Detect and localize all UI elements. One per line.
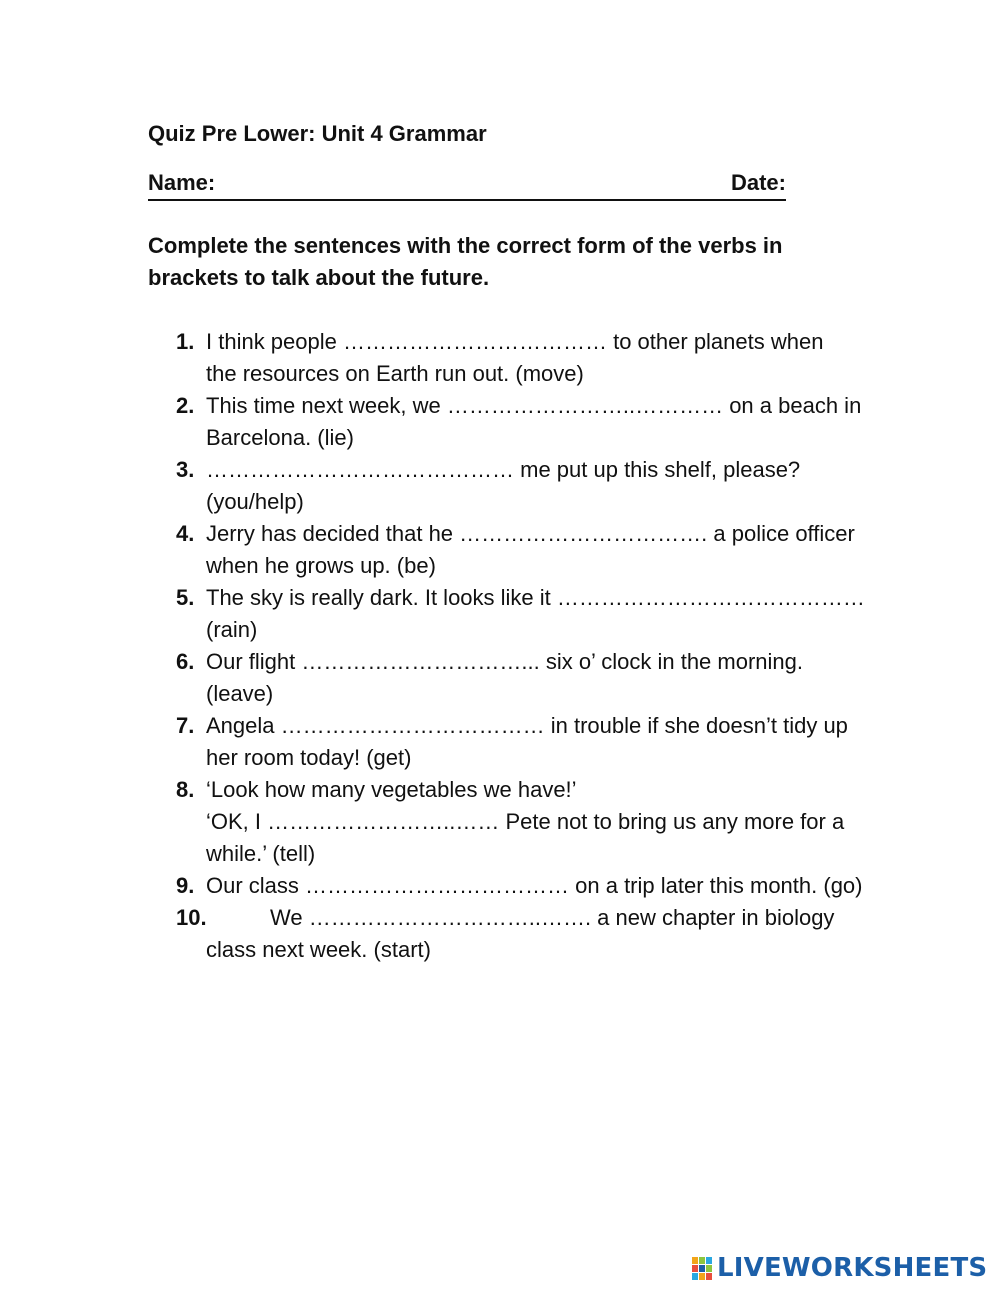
question-text: when he grows up. (be) xyxy=(206,553,436,578)
question-number: 4. xyxy=(176,521,195,546)
question-text: (leave) xyxy=(206,681,274,706)
name-label: Name: xyxy=(148,170,216,195)
question-text: The sky is really dark. It looks like it …………………………………… xyxy=(206,585,865,610)
date-label: Date: xyxy=(730,170,786,195)
question-number: 10. xyxy=(176,905,207,930)
question-item xyxy=(176,326,866,390)
question-text: ‘Look how many vegetables we have!’ xyxy=(206,777,577,802)
question-number: 2. xyxy=(176,393,195,418)
question-text: Angela ……………………………… in trouble if she doesn’t tidy up xyxy=(206,713,848,738)
question-number: 1. xyxy=(176,329,195,354)
question-number: 7. xyxy=(176,713,195,738)
question-text: class next week. (start) xyxy=(206,937,431,962)
question-number: 6. xyxy=(176,649,195,674)
page-title: Quiz Pre Lower: Unit 4 Grammar xyxy=(148,121,487,146)
question-text: (rain) xyxy=(206,617,258,642)
question-text: while.’ (tell) xyxy=(206,841,316,866)
question-item xyxy=(176,390,866,454)
question-item xyxy=(176,518,866,582)
instructions-line: brackets to talk about the future. xyxy=(148,265,490,290)
question-text: Our class ……………………………… on a trip later this month. (go) xyxy=(206,873,863,898)
liveworksheets-logo-icon xyxy=(692,1255,714,1281)
question-item xyxy=(176,646,866,710)
question-text: Jerry has decided that he ……………………………. a police officer xyxy=(206,521,855,546)
question-item xyxy=(176,454,866,518)
logo-text: LIVEWORKSHEETS xyxy=(717,1253,988,1283)
question-text: …………………………………… me put up this shelf, please? xyxy=(206,457,801,482)
name-date-line xyxy=(148,168,786,201)
question-item xyxy=(176,710,866,774)
question-item xyxy=(176,902,866,966)
question-text: (you/help) xyxy=(206,489,304,514)
question-text: ‘OK, I ……………………..…… Pete not to bring us any more for a xyxy=(206,809,845,834)
liveworksheets-logo xyxy=(692,1252,987,1284)
instructions xyxy=(148,230,848,294)
question-number: 3. xyxy=(176,457,195,482)
question-list xyxy=(176,326,866,966)
question-text: I think people ……………………………… to other planets when xyxy=(206,329,824,354)
question-item xyxy=(176,774,866,870)
question-text: her room today! (get) xyxy=(206,745,412,770)
question-text: We …………………………..……. a new chapter in biology xyxy=(270,905,835,930)
question-text: Barcelona. (lie) xyxy=(206,425,354,450)
question-number: 9. xyxy=(176,873,195,898)
question-text: the resources on Earth run out. (move) xyxy=(206,361,584,386)
instructions-line: Complete the sentences with the correct form of the verbs in xyxy=(148,233,783,258)
question-text: This time next week, we ……………………..………… on a beach in xyxy=(206,393,862,418)
question-item xyxy=(176,582,866,646)
question-item xyxy=(176,870,866,902)
question-number: 8. xyxy=(176,777,195,802)
question-number: 5. xyxy=(176,585,195,610)
question-text: Our flight …………………………... six o’ clock in the morning. xyxy=(206,649,803,674)
